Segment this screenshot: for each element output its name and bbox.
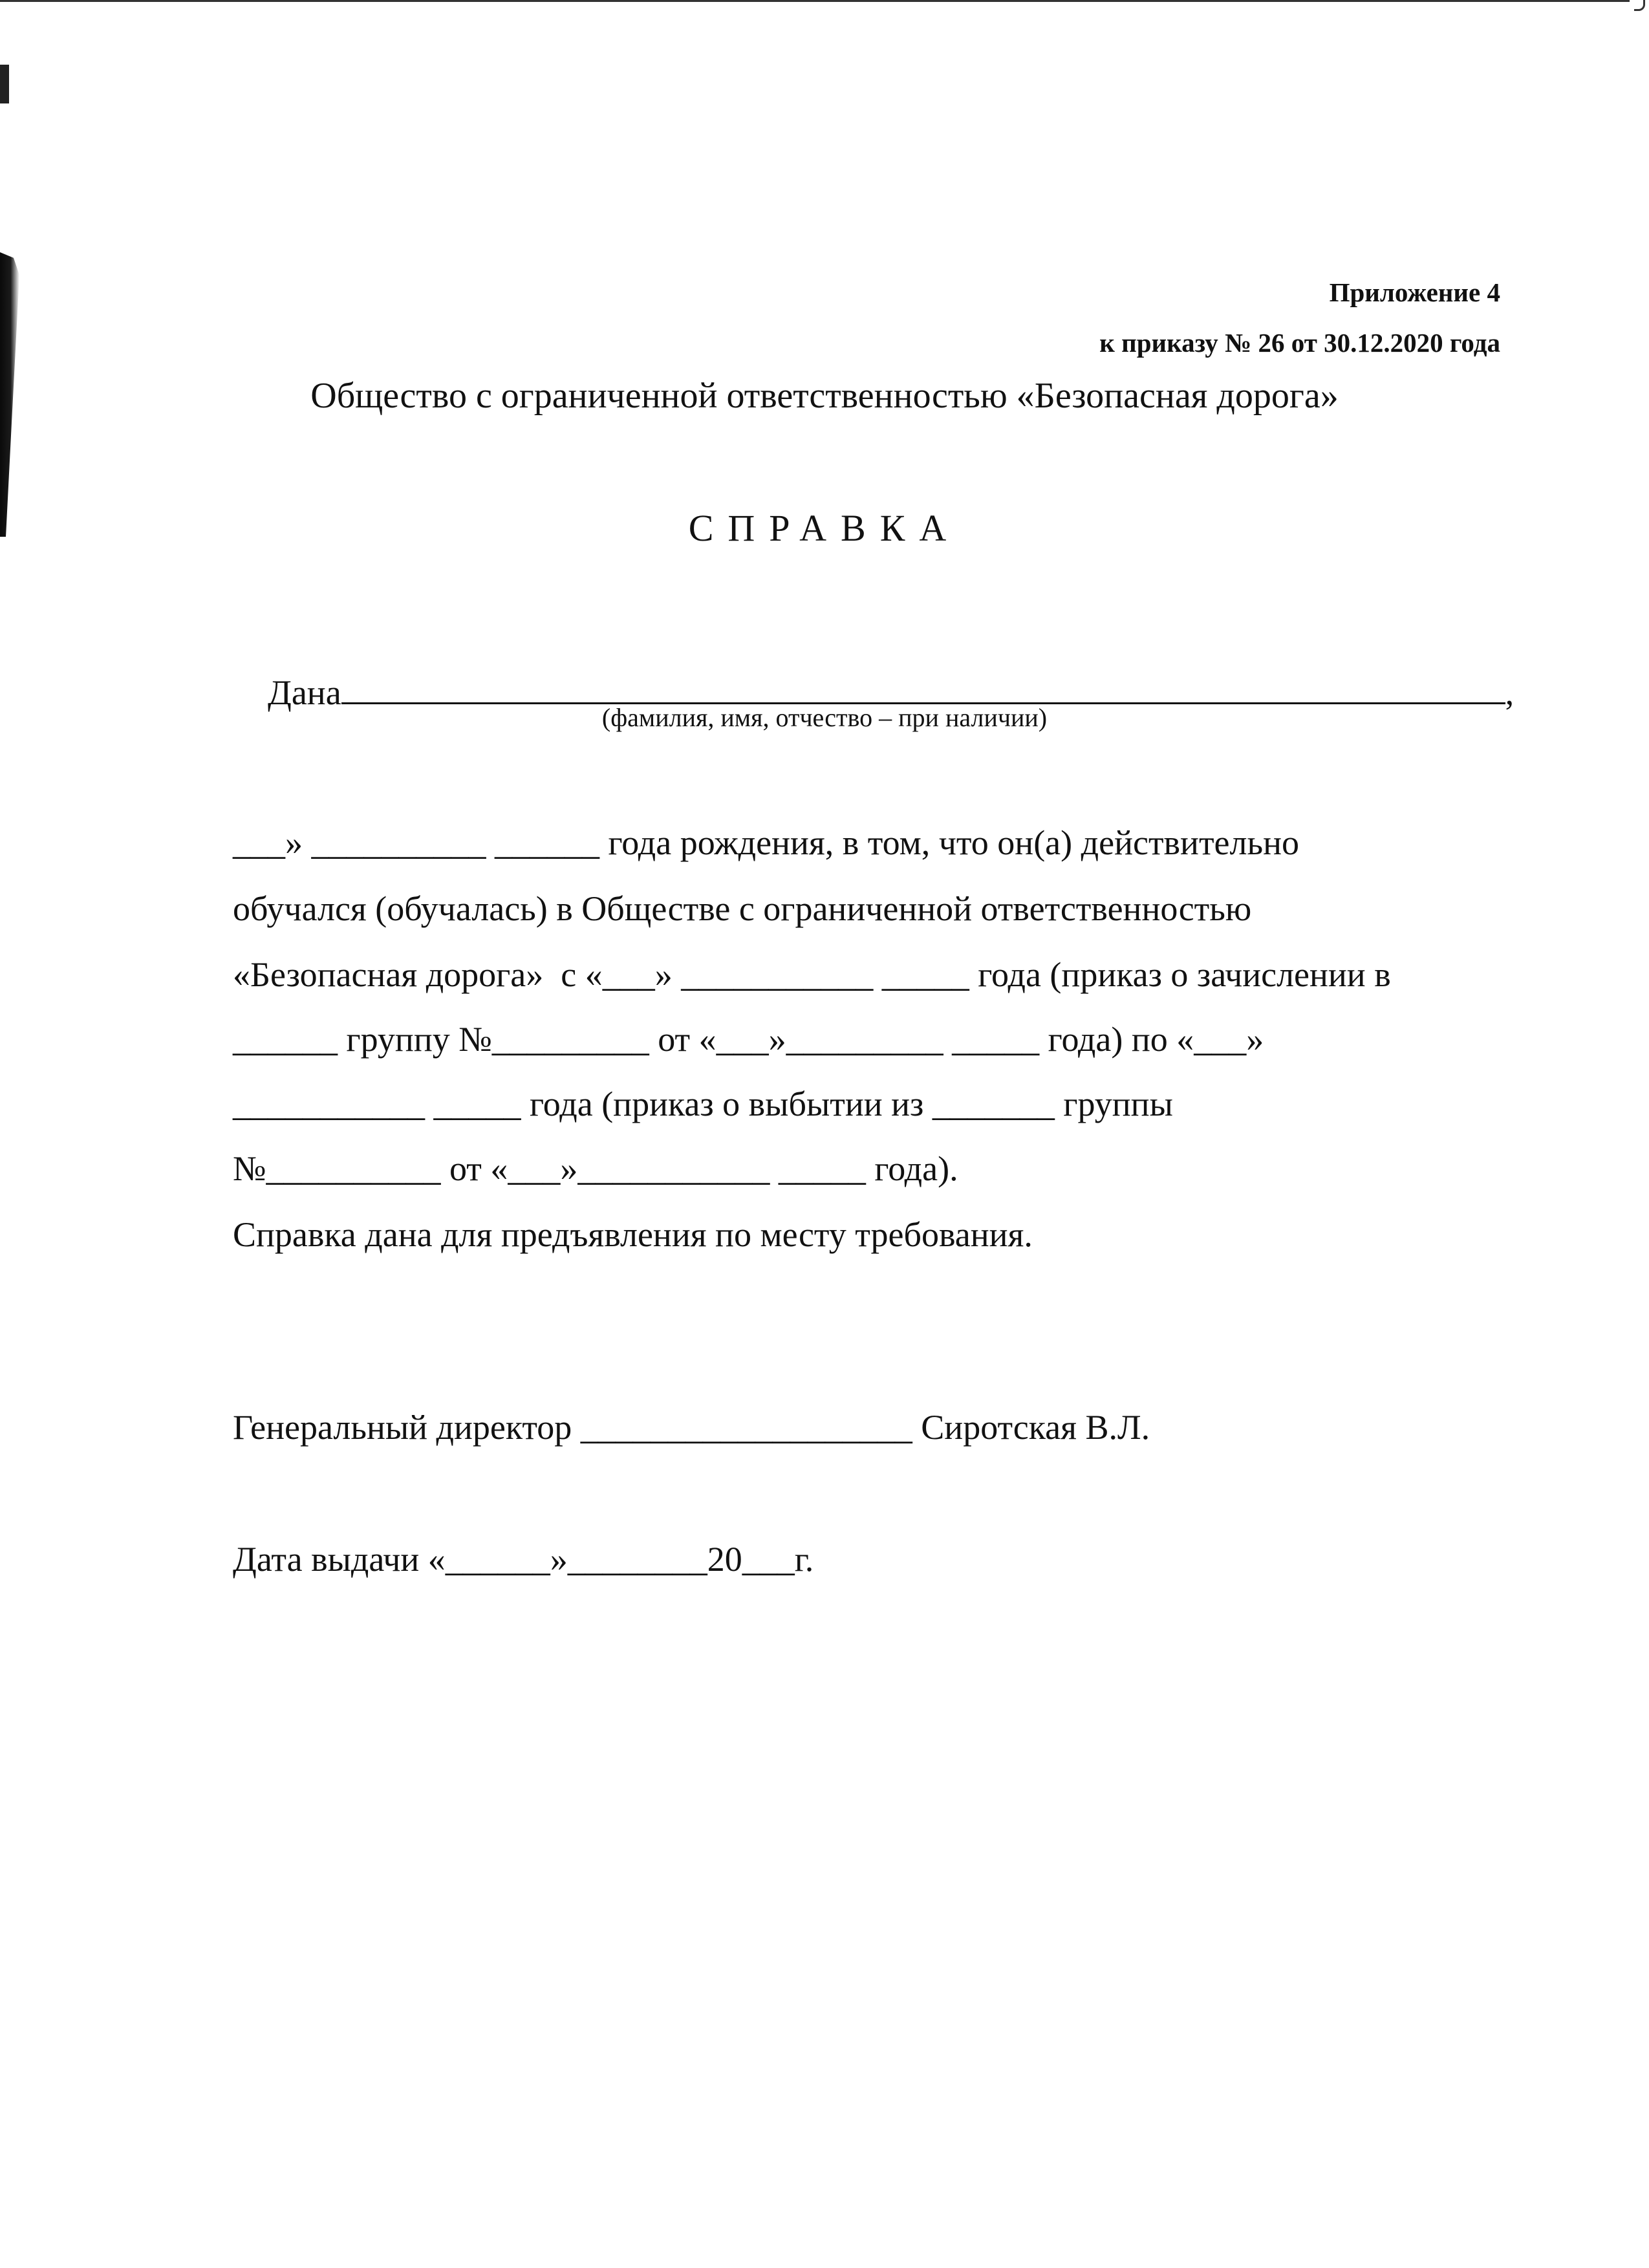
- order-reference: к приказу № 26 от 30.12.2020 года: [1099, 328, 1500, 358]
- full-name-caption: (фамилия, имя, отчество – при наличии): [601, 703, 1048, 732]
- scan-corner-mark: [1634, 0, 1645, 11]
- scan-left-mark: [0, 65, 9, 103]
- given-comma: ,: [1505, 673, 1514, 712]
- body-line-3: «Безопасная дорога» с «___» ___________ _____ года (приказ о зачислении в: [233, 955, 1391, 994]
- body-line-1: ___» __________ ______ года рождения, в том, что он(а) действительно: [233, 823, 1299, 862]
- given-label: Дана: [268, 673, 341, 712]
- appendix-number: Приложение 4: [1329, 277, 1500, 307]
- signature-line: Генеральный директор ___________________ Сиротская В.Л.: [233, 1408, 1150, 1447]
- scan-top-edge: [0, 0, 1630, 2]
- body-line-5: ___________ _____ года (приказ о выбытии из _______ группы: [233, 1085, 1173, 1123]
- body-line-6: №__________ от «___»___________ _____ года).: [233, 1149, 958, 1188]
- organization-name: Общество с ограниченной ответственностью «Безопасная дорога»: [310, 376, 1339, 416]
- body-line-4: ______ группу №_________ от «___»_________ _____ года) по «___»: [233, 1020, 1264, 1059]
- body-line-7: Справка дана для предъявления по месту требования.: [233, 1215, 1033, 1254]
- issue-date-line: Дата выдачи «______»________20___г.: [233, 1540, 814, 1579]
- document-title: СПРАВКА: [688, 507, 961, 549]
- full-name-field[interactable]: [341, 671, 1505, 704]
- body-line-2: обучался (обучалась) в Обществе с ограниченной ответственностью: [233, 889, 1252, 928]
